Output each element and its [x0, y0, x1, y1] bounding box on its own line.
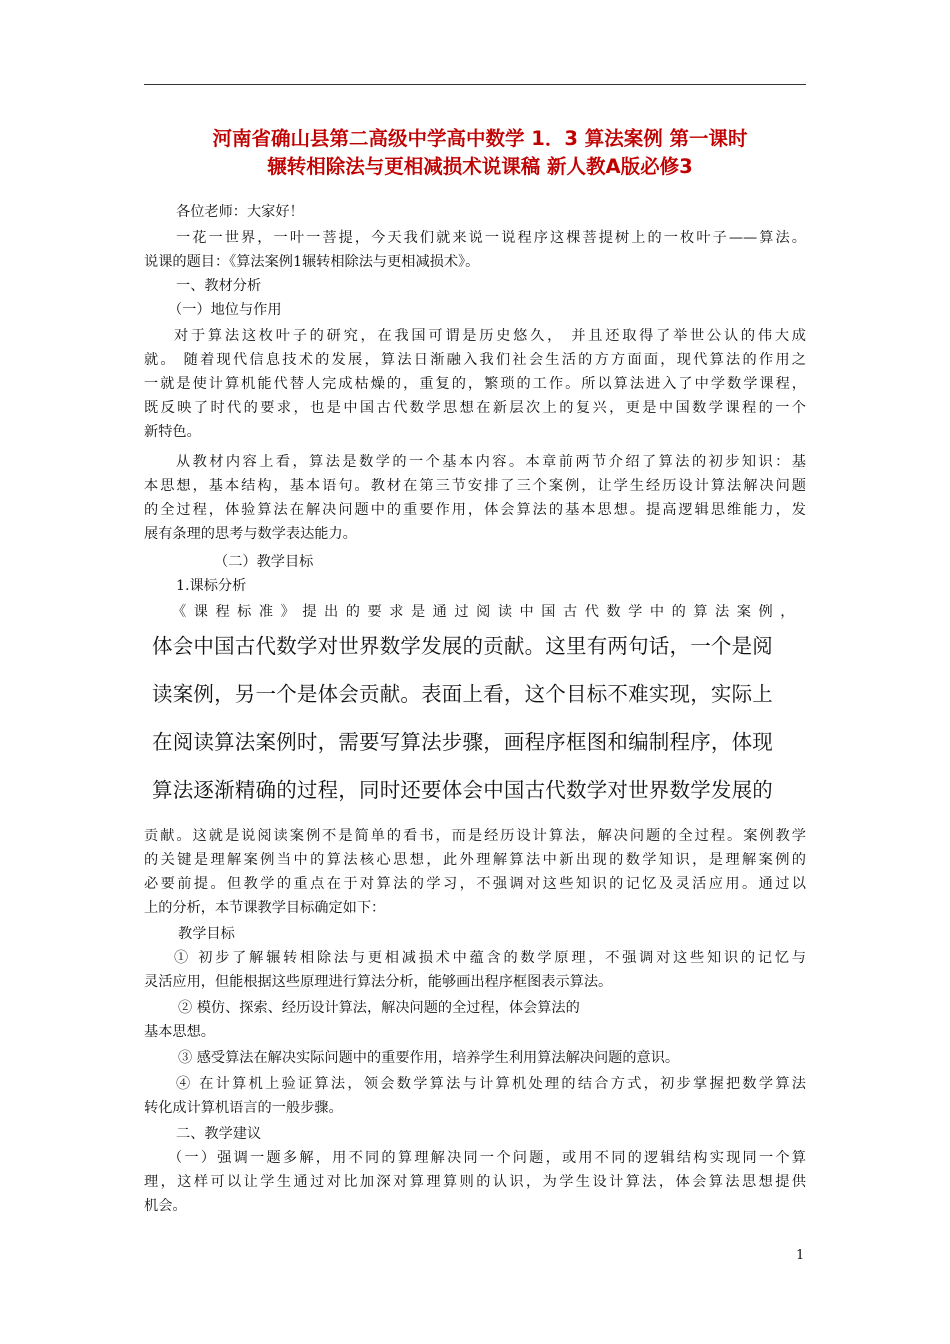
paragraph-line: 就。 随着现代信息技术的发展，算法日渐融入我们社会生活的方方面面，现代算法的作用之	[144, 352, 806, 368]
paragraph-line: 展有条理的思考与数学表达能力。	[144, 526, 357, 542]
goal-line: 灵活应用，但能根据这些原理进行算法分析，能够画出程序框图表示算法。	[144, 974, 613, 990]
goals-heading	[178, 922, 778, 946]
intro-line: 一花一世界，一叶一菩提，今天我们就来说一说程序这棵菩提树上的一枚叶子——算法。	[176, 230, 806, 246]
large-text-block	[152, 622, 792, 814]
paragraph-1	[144, 324, 806, 444]
goal-3	[144, 1046, 806, 1070]
paragraph-line: 《课程标准》提出的要求是通过阅读中国古代数学中的算法案例，	[172, 604, 798, 620]
paragraph-3	[172, 600, 798, 624]
paragraph-line: （一）强调一题多解，用不同的算理解决同一个问题，或用不同的逻辑结构实现同一个算	[168, 1150, 806, 1166]
subheading-1-text: （一）地位与作用	[168, 302, 282, 318]
goal-line: ① 初步了解辗转相除法与更相减损术中蕴含的数学原理，不强调对这些知识的记忆与	[174, 950, 806, 966]
large-text-line: 在阅读算法案例时，需要写算法步骤，画程序框图和编制程序，体现	[152, 730, 773, 754]
header-rule	[144, 84, 806, 85]
large-text-line: 体会中国古代数学对世界数学发展的贡献。这里有两句话，一个是阅	[152, 634, 773, 658]
goal-1	[144, 946, 806, 994]
heading-1-text: 一、教材分析	[176, 278, 262, 294]
paragraph-line: 从教材内容上看，算法是数学的一个基本内容。本章前两节介绍了算法的初步知识：基	[176, 454, 806, 470]
subheading-2	[214, 550, 774, 574]
intro-line: 说课的题目：《算法案例1辗转相除法与更相减损术》。	[144, 254, 480, 270]
goal-line: ② 模仿、探索、经历设计算法，解决问题的全过程，体会算法的	[178, 1000, 580, 1016]
goal-4	[144, 1072, 806, 1120]
goal-line: 转化成计算机语言的一般步骤。	[144, 1100, 343, 1116]
subheading-2-text: （二）教学目标	[214, 554, 314, 570]
large-text-line: 算法逐渐精确的过程，同时还要体会中国古代数学对世界数学发展的	[152, 778, 773, 802]
paragraph-line: 本思想，基本结构，基本语句。教材在第三节安排了三个案例，让学生经历设计算法解决问题	[144, 478, 806, 494]
paragraph-line: 机会。	[144, 1198, 187, 1214]
goals-heading-text: 教学目标	[178, 926, 235, 942]
intro-paragraph	[144, 226, 806, 274]
subheading-1	[168, 298, 768, 322]
title-line-2: 辗转相除法与更相减损术说课稿 新人教A版必修3	[267, 155, 693, 178]
heading-1	[176, 274, 776, 298]
item-1	[176, 574, 776, 598]
paragraph-line: 理，这样可以让学生通过对比加深对算理算则的认识，为学生设计算法，体会算法思想提供	[144, 1174, 806, 1190]
paragraph-line: 的全过程，体验算法在解决问题中的重要作用，体会算法的基本思想。提高逻辑思维能力，发	[144, 502, 806, 518]
page-number: 1	[796, 1248, 805, 1263]
paragraph-line: 新特色。	[144, 424, 201, 440]
goal-line: ④ 在计算机上验证算法，领会数学算法与计算机处理的结合方式，初步掌握把数学算法	[176, 1076, 806, 1092]
paragraph-4	[144, 824, 806, 920]
goal-line: 基本思想。	[144, 1024, 215, 1040]
goal-line: ③ 感受算法在解决实际问题中的重要作用，培养学生利用算法解决问题的意识。	[178, 1050, 680, 1066]
paragraph-line: 必要前提。但教学的重点在于对算法的学习，不强调对这些知识的记忆及灵活应用。通过以	[144, 876, 806, 892]
paragraph-2	[144, 450, 806, 546]
heading-2	[176, 1122, 776, 1146]
greeting	[176, 200, 776, 224]
paragraph-line: 的关键是理解案例当中的算法核心思想，此外理解算法中新出现的数学知识，是理解案例的	[144, 852, 806, 868]
heading-2-text: 二、教学建议	[176, 1126, 262, 1142]
paragraph-line: 贡献。这就是说阅读案例不是简单的看书，而是经历设计算法，解决问题的全过程。案例教学	[144, 828, 806, 844]
paragraph-line: 上的分析，本节课教学目标确定如下：	[144, 900, 386, 916]
paragraph-line: 对于算法这枚叶子的研究，在我国可谓是历史悠久， 并且还取得了举世公认的伟大成	[174, 328, 806, 344]
paragraph-5	[144, 1146, 806, 1218]
paragraph-line: 既反映了时代的要求，也是中国古代数学思想在新层次上的复兴，更是中国数学课程的一个	[144, 400, 806, 416]
greeting-text: 各位老师：大家好！	[176, 204, 304, 220]
large-text-line: 读案例，另一个是体会贡献。表面上看，这个目标不难实现，实际上	[152, 682, 773, 706]
item-1-text: 1.课标分析	[176, 578, 247, 594]
title-line-1: 河南省确山县第二高级中学高中数学 1．3 算法案例 第一课时	[212, 127, 748, 150]
goal-2	[144, 996, 806, 1044]
paragraph-line: 一就是使计算机能代替人完成枯燥的，重复的，繁琐的工作。所以算法进入了中学数学课程，	[144, 376, 806, 392]
